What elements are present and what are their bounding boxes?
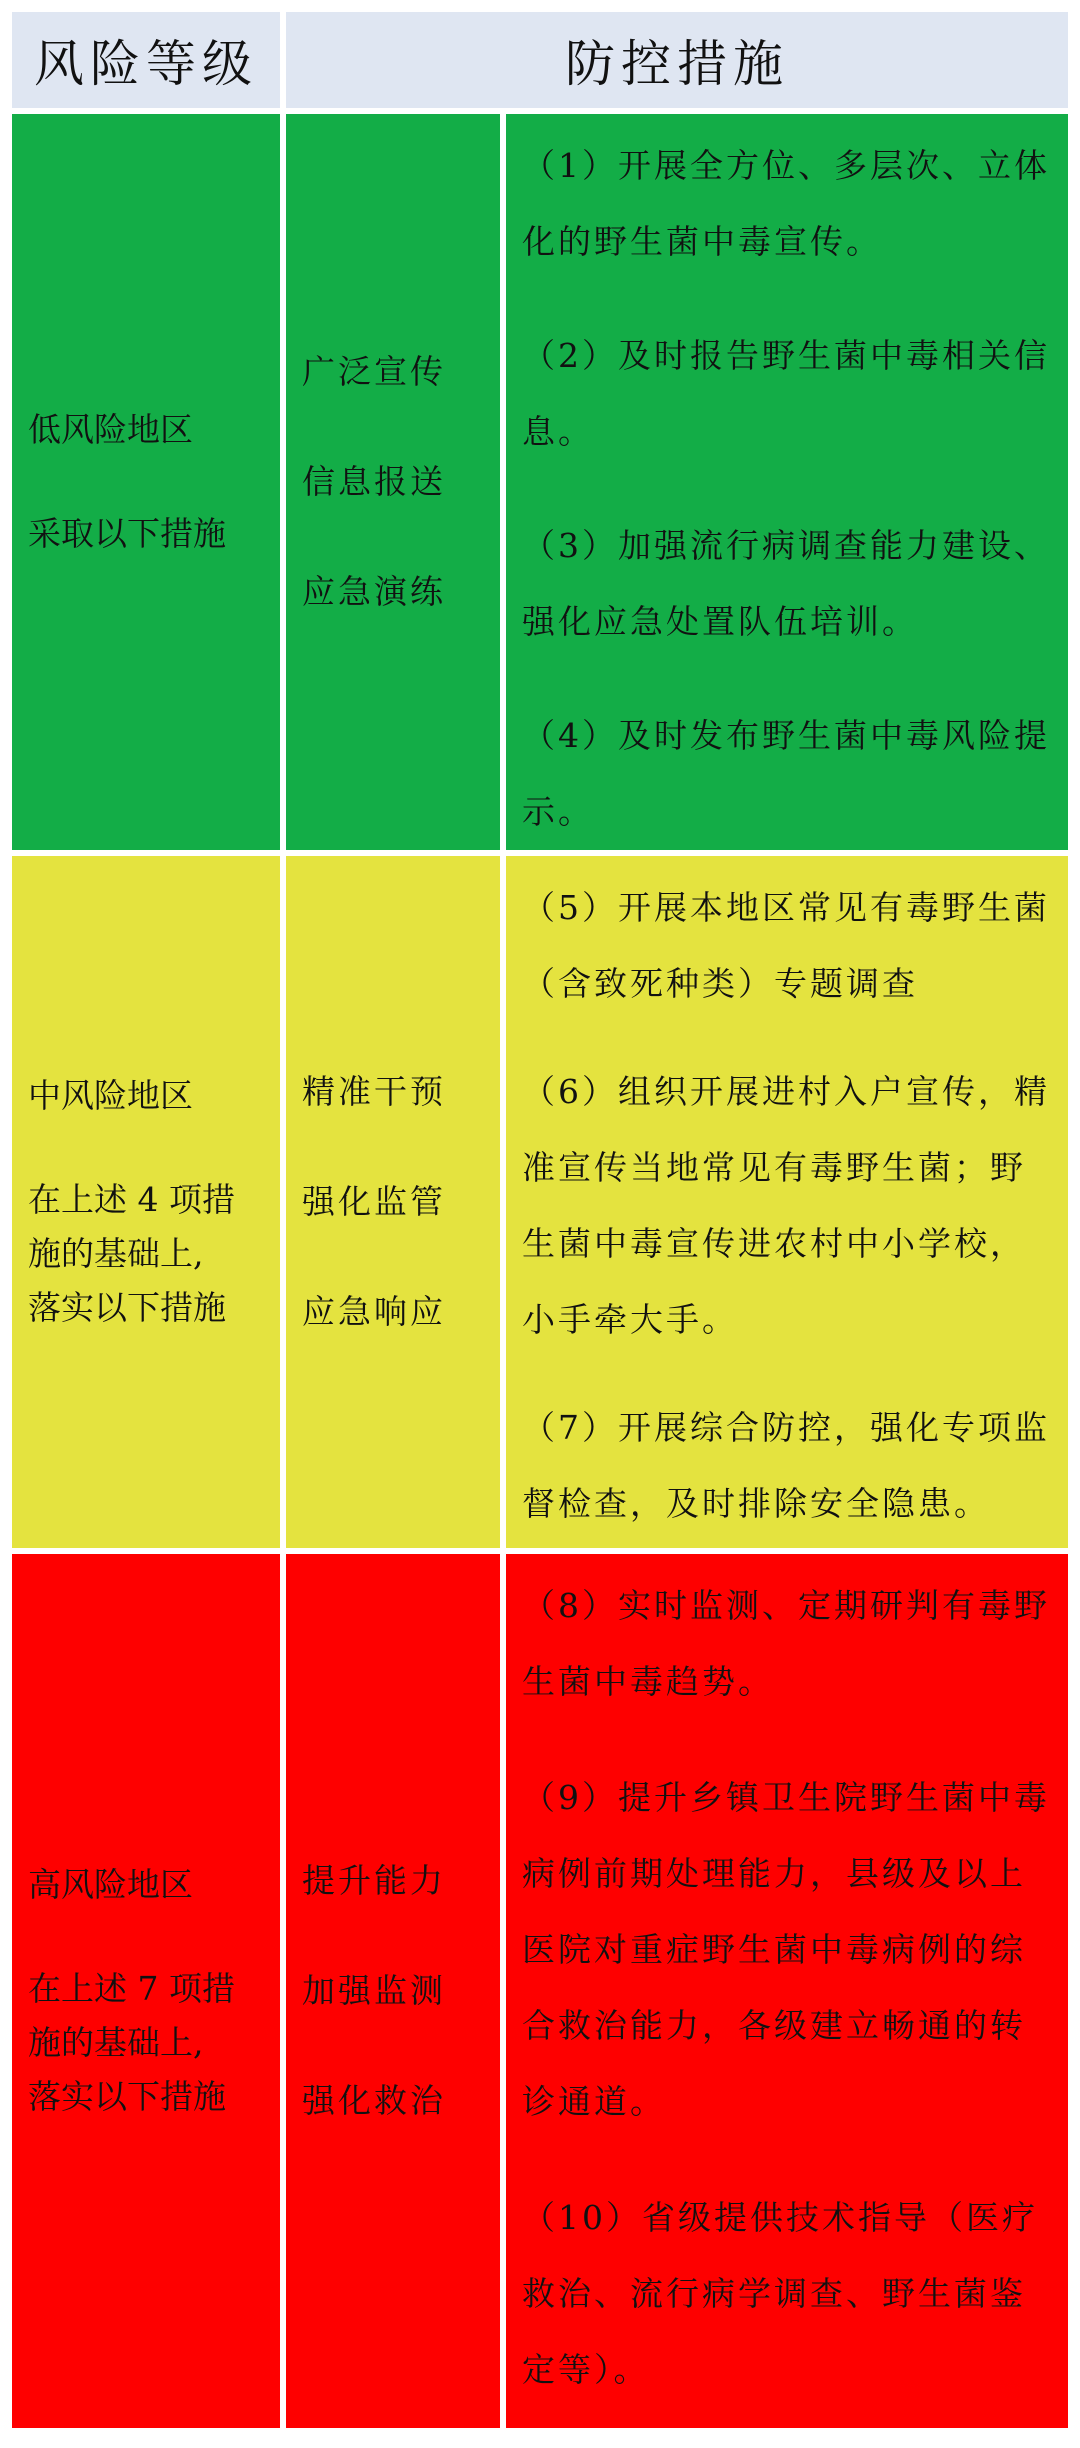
low-risk-level-title: 低风险地区 [28, 410, 193, 449]
measure-item: （8）实时监测、定期研判有毒野生菌中毒趋势。 [522, 1586, 1050, 1701]
row-low-risk [0, 114, 1080, 850]
measure-item: （9）提升乡镇卫生院野生菌中毒病例前期处理能力，县级及以上医院对重症野生菌中毒病例的综合救治能力，各级建立畅通的转诊通道。 [522, 1778, 1050, 2121]
medium-risk-level-desc: 落实以下措施 [28, 1288, 226, 1327]
high-risk-level-desc: 在上述 7 项措 [28, 1969, 235, 2008]
measure-item: （6）组织开展进村入户宣传，精准宣传当地常见有毒野生菌；野生菌中毒宣传进农村中小学校，小手牵大手。 [522, 1072, 1050, 1339]
header-risk-level: 风险等级 [12, 12, 280, 108]
measure-item: （3）加强流行病调查能力建设、强化应急处置队伍培训。 [522, 526, 1050, 641]
high-risk-action: 提升能力 [302, 1861, 446, 1900]
measure-item: （2）及时报告野生菌中毒相关信息。 [522, 336, 1050, 451]
high-risk-level-title: 高风险地区 [28, 1865, 193, 1904]
medium-risk-measure-cell [506, 856, 1068, 1548]
low-risk-measure-cell [506, 114, 1068, 850]
row-high-risk [0, 1554, 1080, 2428]
high-risk-level-desc: 落实以下措施 [28, 2077, 226, 2116]
measure-item: （5）开展本地区常见有毒野生菌（含致死种类）专题调查 [522, 888, 1050, 1003]
high-risk-level-cell [12, 1554, 280, 2428]
high-risk-action: 强化救治 [302, 2081, 446, 2120]
medium-risk-action: 应急响应 [302, 1292, 446, 1331]
row-medium-risk [0, 856, 1080, 1548]
header-control-measures: 防控措施 [286, 12, 1068, 108]
low-risk-action-cell [286, 114, 500, 850]
measure-item: （4）及时发布野生菌中毒风险提示。 [522, 716, 1050, 831]
high-risk-action: 加强监测 [302, 1971, 446, 2010]
low-risk-action: 应急演练 [302, 572, 446, 611]
medium-risk-action: 强化监管 [302, 1182, 446, 1221]
measure-item: （7）开展综合防控，强化专项监督检查，及时排除安全隐患。 [522, 1408, 1050, 1523]
high-risk-level-desc: 施的基础上, [28, 2023, 204, 2062]
high-risk-action-cell [286, 1554, 500, 2428]
high-risk-measure-cell [506, 1554, 1068, 2428]
low-risk-action: 广泛宣传 [302, 352, 446, 391]
low-risk-level-cell [12, 114, 280, 850]
medium-risk-action-cell [286, 856, 500, 1548]
measure-item: （10）省级提供技术指导（医疗救治、流行病学调查、野生菌鉴定等）。 [522, 2198, 1038, 2389]
medium-risk-level-title: 中风险地区 [28, 1076, 193, 1115]
low-risk-action: 信息报送 [302, 462, 446, 501]
medium-risk-level-desc: 施的基础上, [28, 1234, 204, 1273]
medium-risk-level-cell [12, 856, 280, 1548]
low-risk-level-desc: 采取以下措施 [28, 514, 226, 553]
medium-risk-level-desc: 在上述 4 项措 [28, 1180, 235, 1219]
measure-item: （1）开展全方位、多层次、立体化的野生菌中毒宣传。 [522, 146, 1050, 261]
medium-risk-action: 精准干预 [302, 1072, 446, 1111]
